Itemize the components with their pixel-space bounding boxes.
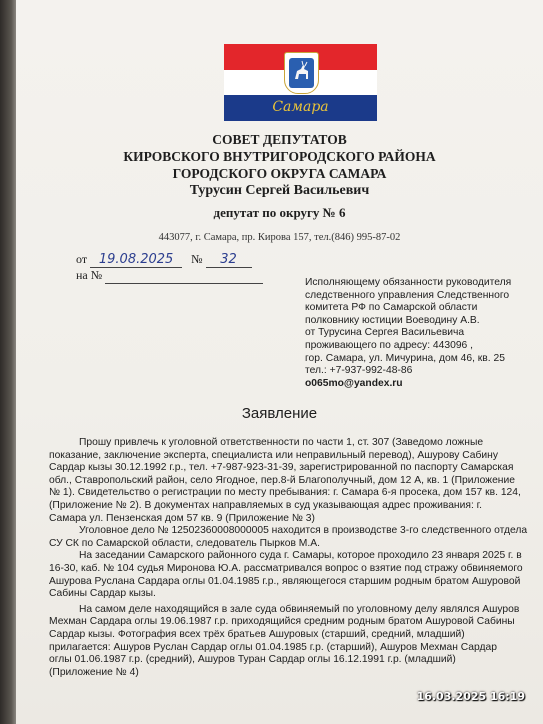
org-line-1: СОВЕТ ДЕПУТАТОВ [212, 132, 347, 147]
body-line: СУ СК по Самарской области, следователь Пырков М.А. [49, 537, 320, 549]
body-line: обл., Ставропольский район, село Ягодное, пер.8-й Благополучный, дом 12 А, кв. 1 (Приложение [49, 474, 515, 486]
body-line: оглы 01.06.1987 г.р. (средний), Ашуров Туран Сардар оглы 16.12.1991 г.р. (младший) [49, 654, 456, 666]
body-line: Ашурова Руслана Сардара оглы 01.04.1985 г.р., являющегося старшим родным братом Ашуровой [49, 575, 521, 587]
recipient-line: полковнику юстиции Воеводину А.В. [305, 314, 480, 326]
from-label: от [76, 252, 88, 266]
recipient-line: от Турусина Сергея Васильевича [305, 327, 465, 339]
body-line: Уголовное дело № 12502360008000005 находится в производстве 3-го следственного отдела [79, 525, 528, 537]
org-line-2: КИРОВСКОГО ВНУТРИГОРОДСКОГО РАЙОНА [123, 149, 436, 164]
recipient-line: тел.: +7-937-992-48-86 [305, 365, 413, 377]
org-line-3: ГОРОДСКОГО ОКРУГА САМАРА [172, 166, 387, 181]
body-line: № 1). Свидетельство о регистрации по месту пребывания: г. Самара 6-я просека, дом 157 кв. 124, [49, 487, 521, 499]
body-line: прилагается: Ашуров Руслан Сардар оглы 01.04.1985 г.р. (старший), Ашуров Мехман Сардар [49, 641, 497, 653]
photo-timestamp: 16.03.2025 16:19 [416, 690, 525, 703]
number-label: № [191, 252, 203, 266]
date-field: 19.08.2025 [90, 252, 182, 268]
recipient-block [305, 277, 537, 390]
document-page [16, 0, 543, 724]
body-line: На заседании Самарского районного суда г. Самары, которое проходило 23 января 2025 г. в [79, 550, 522, 562]
photo-edge-shadow [0, 0, 16, 724]
recipient-line: следственного управления Следственного [305, 289, 510, 301]
organization-header [16, 131, 543, 182]
body-line: Прошу привлечь к уголовной ответственности по части 1, ст. 307 (Заведомо ложные [79, 437, 484, 448]
recipient-line: Исполняющему обязанности руководителя [305, 277, 512, 288]
body-line: (Приложение № 4) [49, 666, 139, 678]
recipient-email: o065mo@yandex.ru [305, 377, 403, 389]
recipient-line: проживающего по адресу: 443096 , [305, 339, 474, 351]
ref-label: на № [76, 268, 103, 282]
body-line: показание, заключение эксперта, специалиста или неправильный перевод), Ашурову Сабину [49, 449, 498, 461]
body-line: Самара ул. Пензенская дом 57 кв. 9 (Приложение № 3) [49, 512, 315, 524]
deputy-address: 443077, г. Самара, пр. Кирова 157, тел.(846) 995-87-02 [158, 232, 401, 243]
recipient-line: комитета РФ по Самарской области [305, 302, 478, 314]
body-line: На самом деле находящийся в зале суда обвиняемый по уголовному делу являлся Ашуров [79, 603, 520, 615]
number-field: 32 [206, 252, 252, 268]
deputy-name: Турусин Сергей Васильевич [189, 183, 370, 198]
body-line: (Приложение № 2). В документах направляемых в суд указывающая адрес проживания: г. [49, 499, 483, 511]
document-title: Заявление [241, 405, 318, 422]
deputy-district: депутат по округу № 6 [213, 205, 346, 220]
samara-banner: Самара [257, 96, 344, 118]
body-line: 16-30, каб. № 104 судья Миронова Ю.А. рассматривался вопрос о взятие под стражу обвиняемого [49, 562, 523, 574]
body-line: Сардар кызы. Фотография всех трёх братьев Ашуровых (старший, средний, младший) [49, 628, 465, 640]
body-line: Сабины Сардар кызы. [49, 588, 156, 600]
body-line: Мехман Сардара оглы 19.06.1987 г.р. приходящийся средним родным братом Ашуровой Сабины [49, 616, 515, 628]
document-body [49, 437, 541, 679]
samara-flag-emblem [224, 44, 377, 121]
recipient-line: гор. Самара, ул. Мичурина, дом 46, кв. 25 [305, 352, 505, 364]
body-line: Сардар кызы 30.12.1992 г.р., тел. +7-987-923-31-39, зарегистрированной по паспорту Самарская [49, 462, 514, 474]
coat-of-arms-icon [284, 52, 319, 94]
